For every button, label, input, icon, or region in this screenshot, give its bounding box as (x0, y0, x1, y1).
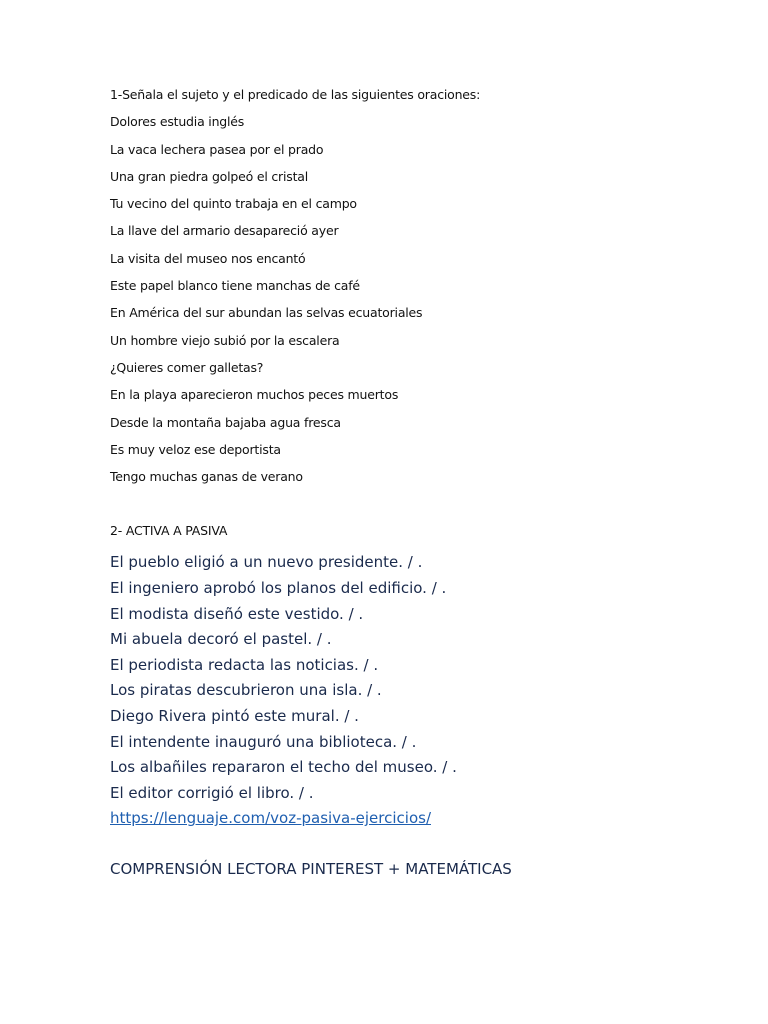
sentence-line: Desde la montaña bajaba agua fresca (110, 414, 341, 430)
exercise-line: Los albañiles repararon el techo del museo. / . (110, 758, 457, 777)
sentence-line: La vaca lechera pasea por el prado (110, 141, 324, 157)
exercise-line: El periodista redacta las noticias. / . (110, 655, 379, 674)
sentence-line: Es muy veloz ese deportista (110, 441, 281, 457)
exercise-line: El modista diseñó este vestido. / . (110, 604, 364, 623)
voz-pasiva-link[interactable]: https://lenguaje.com/voz-pasiva-ejercicios/ (110, 809, 431, 828)
sentence-line: Este papel blanco tiene manchas de café (110, 278, 360, 294)
section2-heading: 2- ACTIVA A PASIVA (110, 523, 228, 539)
sentence-line: La visita del museo nos encantó (110, 250, 306, 266)
sentence-line: Un hombre viejo subió por la escalera (110, 332, 340, 348)
exercise-line: El pueblo eligió a un nuevo presidente. / . (110, 553, 423, 572)
sentence-line: Tengo muchas ganas de verano (110, 469, 303, 485)
sentence-line: En América del sur abundan las selvas ecuatoriales (110, 305, 423, 321)
section1-heading: 1-Señala el sujeto y el predicado de las siguientes oraciones: (110, 87, 481, 102)
document-content (110, 86, 710, 879)
sentence-line: ¿Quieres comer galletas? (110, 359, 264, 375)
exercise-line: El intendente inauguró una biblioteca. / . (110, 732, 417, 751)
exercise-line: El editor corrigió el libro. / . (110, 783, 314, 802)
exercise-line: Diego Rivera pintó este mural. / . (110, 707, 359, 726)
sentence-line: La llave del armario desapareció ayer (110, 223, 339, 239)
sentence-line: Una gran piedra golpeó el cristal (110, 168, 309, 184)
exercise-line: Los piratas descubrieron una isla. / . (110, 681, 382, 700)
sentence-line: Dolores estudia inglés (110, 114, 245, 130)
sentence-line: Tu vecino del quinto trabaja en el campo (110, 196, 357, 212)
section3-heading: COMPRENSIÓN LECTORA PINTEREST + MATEMÁTICAS (110, 859, 512, 878)
exercise-line: El ingeniero aprobó los planos del edificio. / . (110, 579, 447, 598)
section-spacer (110, 495, 710, 522)
sentence-line: En la playa aparecieron muchos peces muertos (110, 387, 399, 403)
exercise-line: Mi abuela decoró el pastel. / . (110, 630, 332, 649)
